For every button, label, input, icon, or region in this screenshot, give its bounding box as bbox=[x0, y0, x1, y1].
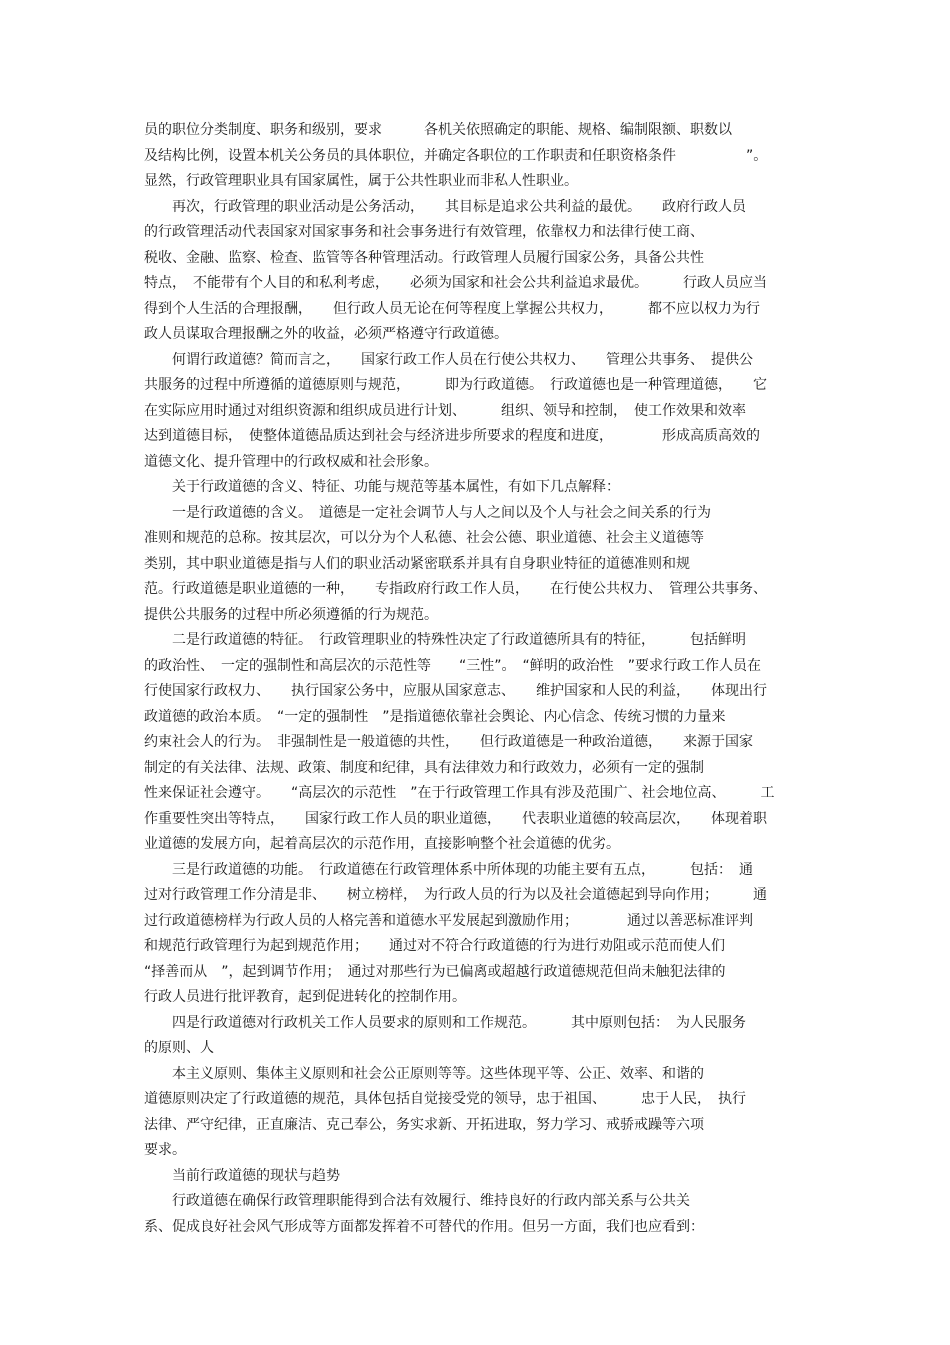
text-line: 性来保证社会遵守。 “高层次的示范性 ”在于行政管理工作具有涉及范围广、社会地位高、 工 bbox=[144, 785, 775, 801]
text-line: 一是行政道德的含义。 道德是一定社会调节人与人之间以及个人与社会之间关系的行为 bbox=[144, 504, 711, 521]
text-line: 特点， 不能带有个人目的和私利考虑， 必须为国家和社会公共利益追求最优。 行政人员应当 bbox=[144, 275, 767, 291]
text-line: 三是行政道德的功能。 行政道德在行政管理体系中所体现的功能主要有五点， 包括： 通 bbox=[144, 861, 753, 878]
text-line: 业道德的发展方向，起着高层次的示范作用，直接影响整个社会道德的优劣。 bbox=[144, 836, 620, 852]
text-line: 约束社会人的行为。 非强制性是一般道德的共性， 但行政道德是一种政治道德， 来源于国家 bbox=[144, 734, 753, 750]
text-line: 本主义原则、集体主义原则和社会公正原则等等。这些体现平等、公正、效率、和谐的 bbox=[144, 1065, 704, 1082]
text-line: 共服务的过程中所遵循的道德原则与规范， 即为行政道德。 行政道德也是一种管理道德， 它 bbox=[144, 377, 767, 393]
text-line: 作重要性突出等特点， 国家行政工作人员的职业道德， 代表职业道德的较高层次， 体现着职 bbox=[144, 810, 767, 827]
text-line: 道德原则决定了行政道德的规范，具体包括自觉接受党的领导，忠于祖国、 忠于人民， 执行 bbox=[144, 1091, 746, 1107]
text-line: 及结构比例，设置本机关公务员的具体职位，并确定各职位的工作职责和任职资格条件 ”。 bbox=[144, 147, 768, 164]
text-line: 提供公共服务的过程中所必须遵循的行为规范。 bbox=[144, 606, 438, 623]
text-line: 过对行政管理工作分清是非、 树立榜样， 为行政人员的行为以及社会道德起到导向作用； 通 bbox=[144, 887, 767, 903]
text-line: 的原则、人 bbox=[144, 1040, 214, 1056]
text-line: 得到个人生活的合理报酬， 但行政人员无论在何等程度上掌握公共权力， 都不应以权力为行 bbox=[144, 300, 760, 317]
text-line: 过行政道德榜样为行政人员的人格完善和道德水平发展起到激励作用； 通过以善恶标准评判 bbox=[144, 912, 753, 929]
text-line: 再次，行政管理的职业活动是公务活动， 其目标是追求公共利益的最优。 政府行政人员 bbox=[144, 198, 746, 215]
text-line: 系、促成良好社会风气形成等方面都发挥着不可替代的作用。但另一方面，我们也应看到： bbox=[144, 1218, 704, 1235]
text-line: 要求。 bbox=[144, 1142, 186, 1158]
text-line: 制定的有关法律、法规、政策、制度和纪律，具有法律效力和行政效力，必须有一定的强制 bbox=[144, 759, 704, 776]
text-line: 达到道德目标， 使整体道德品质达到社会与经济进步所要求的程度和进度， 形成高质高效的 bbox=[144, 428, 760, 444]
text-line: 政人员谋取合理报酬之外的收益，必须严格遵守行政道德。 bbox=[144, 326, 508, 342]
text-line: 的政治性、 一定的强制性和高层次的示范性等 “三性”。 “鲜明的政治性 ”要求行政工作人员在 bbox=[144, 657, 762, 674]
text-line: 员的职位分类制度、职务和级别，要求 各机关依照确定的职能、规格、编制限额、职数以 bbox=[144, 122, 732, 138]
text-line: 法律、严守纪律，正直廉洁、克己奉公，务实求新、开拓进取，努力学习、戒骄戒躁等六项 bbox=[144, 1116, 704, 1133]
text-line: 四是行政道德对行政机关工作人员要求的原则和工作规范。 其中原则包括： 为人民服务 bbox=[144, 1014, 746, 1031]
text-line: 行政人员进行批评教育，起到促进转化的控制作用。 bbox=[144, 989, 466, 1005]
text-line: 范。行政道德是职业道德的一种， 专指政府行政工作人员， 在行使公共权力、 管理公共事务、 bbox=[144, 581, 767, 597]
text-line: 的行政管理活动代表国家对国家事务和社会事务进行有效管理，依靠权力和法律行使工商、 bbox=[144, 224, 704, 240]
document-body bbox=[144, 118, 814, 1240]
text-line: 显然，行政管理职业具有国家属性，属于公共性职业而非私人性职业。 bbox=[144, 173, 578, 189]
text-line: 政道德的政治本质。 “一定的强制性 ”是指道德依靠社会舆论、内心信念、传统习惯的力量来 bbox=[144, 708, 726, 725]
text-line: 类别，其中职业道德是指与人们的职业活动紧密联系并具有自身职业特征的道德准则和规 bbox=[144, 555, 690, 572]
text-line: 和规范行政管理行为起到规范作用； 通过对不符合行政道德的行为进行劝阻或示范而使人们 bbox=[144, 938, 725, 954]
text-line: 道德文化、提升管理中的行政权威和社会形象。 bbox=[144, 453, 438, 470]
text-line: “择善而从 ”，起到调节作用； 通过对那些行为已偏离或超越行政道德规范但尚未触犯法律的 bbox=[144, 963, 726, 980]
text-line: 行政道德在确保行政管理职能得到合法有效履行、维持良好的行政内部关系与公共关 bbox=[144, 1193, 690, 1209]
text-line: 何谓行政道德？简而言之， 国家行政工作人员在行使公共权力、 管理公共事务、 提供公 bbox=[144, 351, 753, 368]
text-line: 行使国家行政权力、 执行国家公务中，应服从国家意志、 维护国家和人民的利益， 体现出行 bbox=[144, 683, 767, 699]
text-line: 准则和规范的总称。按其层次，可以分为个人私德、社会公德、职业道德、社会主义道德等 bbox=[144, 530, 704, 546]
text-line: 二是行政道德的特征。 行政管理职业的特殊性决定了行政道德所具有的特征， 包括鲜明 bbox=[144, 632, 746, 648]
text-line: 当前行政道德的现状与趋势 bbox=[144, 1167, 340, 1184]
text-line: 关于行政道德的含义、特征、功能与规范等基本属性，有如下几点解释： bbox=[144, 479, 620, 495]
text-line: 在实际应用时通过对组织资源和组织成员进行计划、 组织、领导和控制， 使工作效果和效率 bbox=[144, 402, 746, 419]
text-line: 税收、金融、监察、检查、监管等各种管理活动。行政管理人员履行国家公务，具备公共性 bbox=[144, 249, 704, 266]
